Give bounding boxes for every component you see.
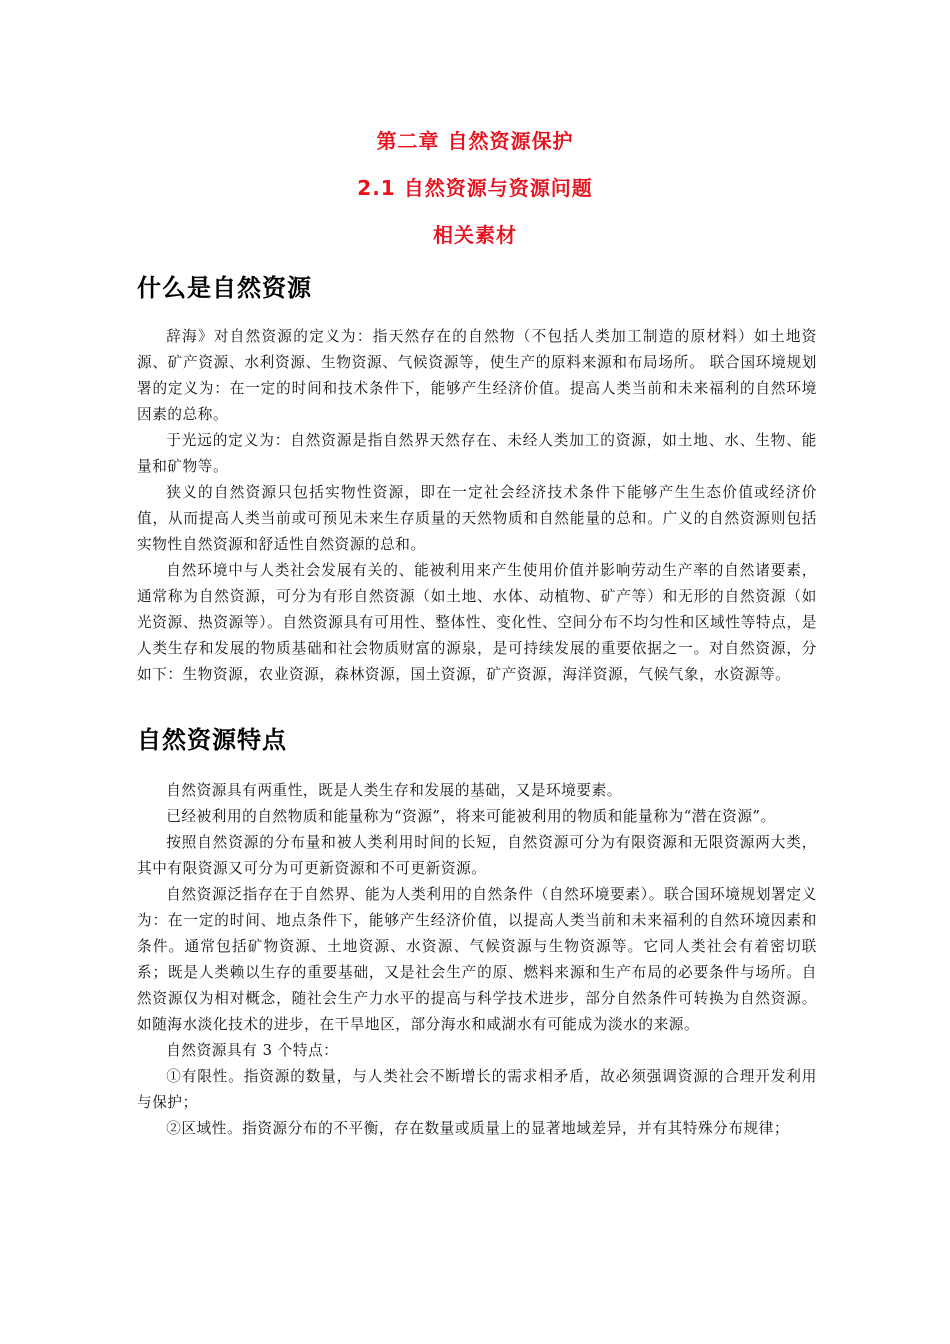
section-what-is-natural-resource (137, 268, 817, 688)
title-block (0, 118, 950, 259)
paragraph: ①有限性。指资源的数量，与人类社会不断增长的需求相矛盾，故必须强调资源的合理开发利用与保护； (137, 1068, 817, 1111)
paragraph-group (137, 778, 817, 1142)
paragraph-group (137, 324, 817, 688)
section-heading: 自然资源特点 (137, 726, 287, 754)
subtitle: 相关素材 (433, 223, 517, 247)
paragraph: 按照自然资源的分布量和被人类利用时间的长短，自然资源可分为有限资源和无限资源两大类，其中有限资源又可分为可更新资源和不可更新资源。 (137, 834, 817, 877)
paragraph: 辞海》对自然资源的定义为：指天然存在的自然物（不包括人类加工制造的原材料）如土地资源、矿产资源、水利资源、生物资源、气候资源等，使生产的原料来源和布局场所。 联合国环境规划署的定义为：在一定的时间和技术条件下，能够产生经济价值。提高人类当前和未来福利的自然环境因素的总称。 (137, 328, 817, 423)
paragraph: 自然资源泛指存在于自然界、能为人类利用的自然条件（自然环境要素）。联合国环境规划署定义为：在一定的时间、地点条件下，能够产生经济价值，以提高人类当前和未来福利的自然环境因素和条件。通常包括矿物资源、土地资源、水资源、气候资源与生物资源等。它同人类社会有着密切联系；既是人类赖以生存的重要基础，又是社会生产的原、燃料来源和生产布局的必要条件与场所。自然资源仅为相对概念，随社会生产力水平的提高与科学技术进步，部分自然条件可转换为自然资源。如随海水淡化技术的进步，在干旱地区，部分海水和咸湖水有可能成为淡水的来源。 (137, 886, 817, 1033)
section-natural-resource-features (137, 720, 817, 1142)
chapter-title: 第二章 自然资源保护 (376, 129, 574, 153)
paragraph: ②区域性。指资源分布的不平衡，存在数量或质量上的显著地域差异，并有其特殊分布规律； (166, 1120, 790, 1137)
section-heading: 什么是自然资源 (137, 274, 312, 302)
section-title: 2.1 自然资源与资源问题 (357, 176, 593, 200)
paragraph: 于光远的定义为：自然资源是指自然界天然存在、未经人类加工的资源，如土地、水、生物、能量和矿物等。 (137, 432, 817, 475)
document-body (137, 268, 817, 1142)
paragraph: 自然环境中与人类社会发展有关的、能被利用来产生使用价值并影响劳动生产率的自然诸要素，通常称为自然资源，可分为有形自然资源（如土地、水体、动植物、矿产等）和无形的自然资源（如光资源、热资源等）。自然资源具有可用性、整体性、变化性、空间分布不均匀性和区域性等特点，是人类生存和发展的物质基础和社会物质财富的源泉，是可持续发展的重要依据之一。对自然资源，分如下：生物资源，农业资源，森林资源，国土资源，矿产资源，海洋资源，气候气象，水资源等。 (137, 562, 817, 683)
paragraph: 自然资源具有 3 个特点： (166, 1042, 339, 1059)
paragraph: 狭义的自然资源只包括实物性资源，即在一定社会经济技术条件下能够产生生态价值或经济价值，从而提高人类当前或可预见未来生存质量的天然物质和自然能量的总和。广义的自然资源则包括实物性自然资源和舒适性自然资源的总和。 (137, 484, 817, 553)
paragraph: 已经被利用的自然物质和能量称为“资源”，将来可能被利用的物质和能量称为“潜在资源”。 (166, 808, 776, 825)
paragraph: 自然资源具有两重性，既是人类生存和发展的基础，又是环境要素。 (166, 782, 623, 799)
